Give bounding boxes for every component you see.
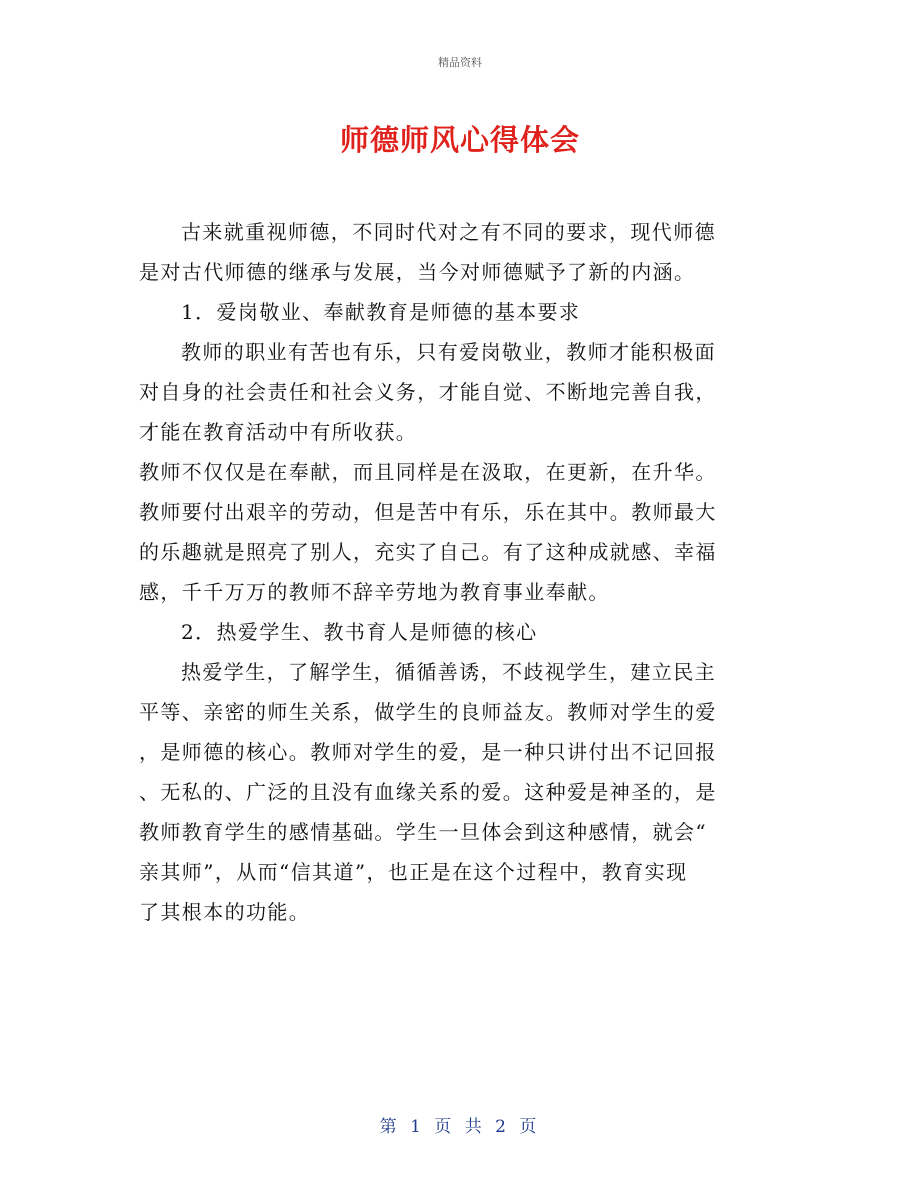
paragraph-line: 才能在教育活动中有所收获。 [139,420,418,444]
page-number-footer: 第 1 页 共 2 页 [379,1117,541,1137]
paragraph-line: 感，千千万万的教师不辞辛劳地为教育事业奉献。 [139,580,610,604]
paragraph-line: 是对古代师德的继承与发展，当今对师德赋予了新的内涵。 [139,260,696,284]
paragraph-line: 的乐趣就是照亮了别人，充实了自己。有了这种成就感、幸福 [139,540,717,564]
paragraph-line: 教师的职业有苦也有乐，只有爱岗敬业，教师才能积极面 [181,340,716,364]
paragraph-line: 教师教育学生的感情基础。学生一旦体会到这种感情，就会“ [139,820,708,844]
paragraph-line: 教师要付出艰辛的劳动，但是苦中有乐，乐在其中。教师最大 [139,500,717,524]
paragraph-line: 对自身的社会责任和社会义务，才能自觉、不断地完善自我， [139,380,717,404]
paragraph-line: 亲其师”，从而“信其道”，也正是在这个过程中，教育实现 [139,860,688,884]
paragraph-line: 热爱学生，了解学生，循循善诱，不歧视学生，建立民主 [181,660,716,684]
paragraph-line: ，是师德的核心。教师对学生的爱，是一种只讲付出不记回报 [139,740,717,764]
document-body [139,212,789,932]
page-header-label: 精品资料 [438,56,482,69]
paragraph-line: 、无私的、广泛的且没有血缘关系的爱。这种爱是神圣的，是 [139,780,717,804]
paragraph-line: 古来就重视师德，不同时代对之有不同的要求，现代师德 [181,220,716,244]
document-title: 师德师风心得体会 [339,123,580,157]
section-heading: 2．热爱学生、教书育人是师德的核心 [181,620,538,644]
paragraph-line: 平等、亲密的师生关系，做学生的良师益友。教师对学生的爱 [139,700,717,724]
paragraph-line: 教师不仅仅是在奉献，而且同样是在汲取，在更新，在升华。 [139,460,717,484]
section-heading: 1．爱岗敬业、奉献教育是师德的基本要求 [181,300,581,324]
paragraph-line: 了其根本的功能。 [139,900,311,924]
